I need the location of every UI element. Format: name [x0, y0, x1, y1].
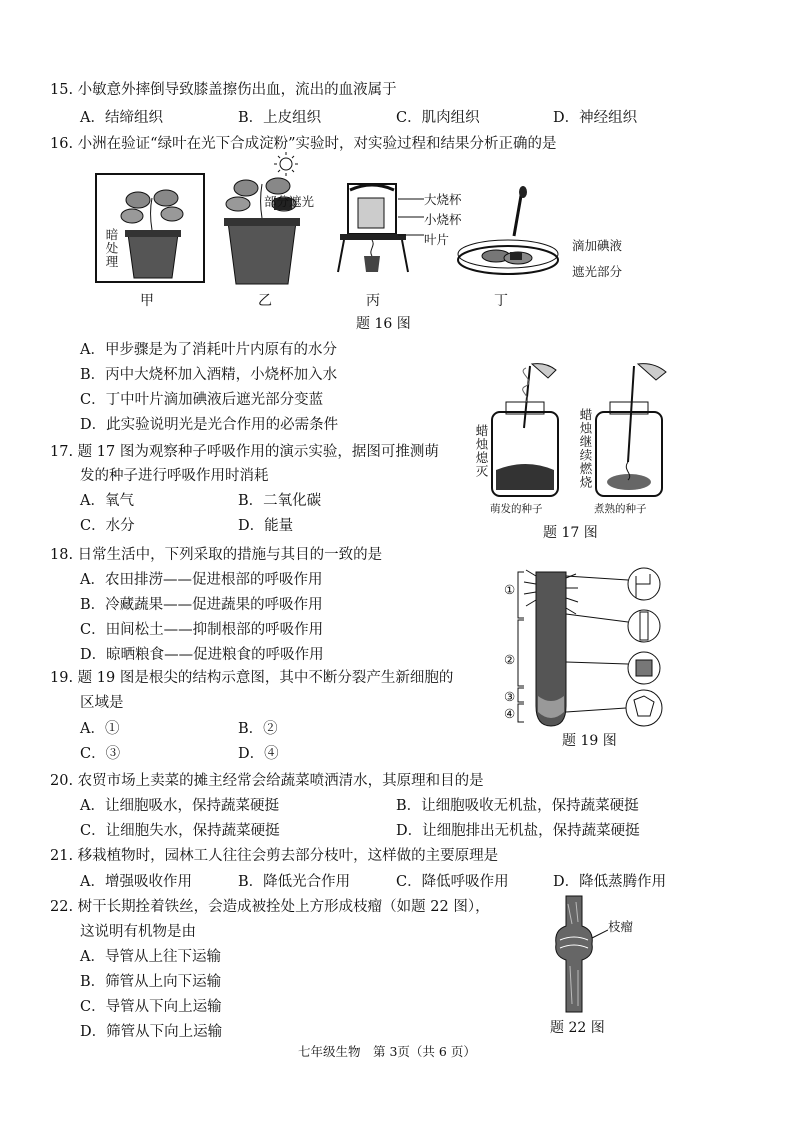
q19-option-c: C．③ — [80, 746, 121, 762]
q21-option-d: D．降低蒸腾作用 — [553, 874, 667, 890]
q22-option-b: B．筛管从上向下运输 — [80, 974, 222, 990]
q22-option-a: A．导管从上往下运输 — [80, 949, 221, 965]
root-zone-1-label: ① — [504, 582, 516, 597]
cooked-seeds-label: 煮熟的种子 — [594, 503, 647, 515]
dark-treatment-label: 暗处理 — [104, 228, 119, 269]
q15-option-d: D．神经组织 — [553, 110, 638, 126]
q22-stem-line2: 这说明有机物是由 — [80, 924, 196, 940]
q19-stem-line2: 区域是 — [80, 695, 124, 711]
q21-option-a: A．增强吸收作用 — [80, 874, 192, 890]
q21-option-c: C．降低呼吸作用 — [396, 874, 509, 890]
root-zone-4-label: ④ — [504, 706, 516, 721]
q18-stem: 18. 日常生活中，下列采取的措施与其目的一致的是 — [50, 547, 383, 563]
q19-option-d: D．④ — [238, 746, 279, 762]
panel-yi-label: 乙 — [258, 293, 272, 309]
q18-option-a: A．农田排涝——促进根部的呼吸作用 — [80, 572, 323, 588]
germinating-seeds-label: 萌发的种子 — [490, 503, 543, 515]
q17-option-a: A．氧气 — [80, 493, 134, 509]
q19-option-b: B．② — [238, 721, 278, 737]
q22-option-d: D．筛管从下向上运输 — [80, 1024, 223, 1040]
q20-option-d: D．让细胞排出无机盐，保持蔬菜硬挺 — [396, 823, 640, 839]
shaded-plant-drawing — [208, 150, 315, 292]
tree-trunk-drawing — [548, 894, 608, 1016]
q18-option-c: C．田间松土——抑制根部的呼吸作用 — [80, 622, 324, 638]
q17-option-d: D．能量 — [238, 518, 294, 534]
root-zone-3-label: ③ — [504, 689, 516, 704]
q19-figure-caption: 题 19 图 — [562, 733, 617, 749]
q16-stem: 16. 小洲在验证“绿叶在光下合成淀粉”实验时，对实验过程和结果分析正确的是 — [50, 136, 557, 152]
root-tip-drawing — [502, 566, 666, 730]
q20-option-a: A．让细胞吸水，保持蔬菜硬挺 — [80, 798, 279, 814]
big-beaker-label: 大烧杯 — [424, 192, 462, 207]
q16-option-c: C．丁中叶片滴加碘液后遮光部分变蓝 — [80, 392, 324, 408]
q22-option-c: C．导管从下向上运输 — [80, 999, 222, 1015]
q20-option-b: B．让细胞吸收无机盐，保持蔬菜硬挺 — [396, 798, 639, 814]
panel-bing-label: 丙 — [366, 293, 380, 309]
q17-option-b: B．二氧化碳 — [238, 493, 322, 509]
q20-stem: 20. 农贸市场上卖菜的摊主经常会给蔬菜喷洒清水，其原理和目的是 — [50, 773, 484, 789]
panel-ding-label: 丁 — [494, 293, 508, 309]
q16-option-d: D．此实验说明光是光合作用的必需条件 — [80, 417, 339, 433]
candle-burning-label: 蜡烛继续燃烧 — [578, 408, 593, 489]
beaker-pointer-lines — [398, 195, 424, 241]
q16-option-b: B．丙中大烧杯加入酒精，小烧杯加入水 — [80, 367, 338, 383]
small-beaker-label: 小烧杯 — [424, 212, 462, 227]
q16-option-a: A．甲步骤是为了消耗叶片内原有的水分 — [80, 342, 337, 358]
q16-figure-caption: 题 16 图 — [356, 316, 411, 332]
q17-option-c: C．水分 — [80, 518, 135, 534]
candle-out-label: 蜡烛熄灭 — [474, 424, 489, 478]
petri-dish-drawing — [456, 186, 568, 278]
q19-stem-line1: 19. 题 19 图是根尖的结构示意图，其中不断分裂产生新细胞的 — [50, 670, 454, 686]
q15-stem: 15. 小敏意外摔倒导致膝盖擦伤出血，流出的血液属于 — [50, 82, 397, 98]
q19-option-a: A．① — [80, 721, 120, 737]
q17-stem-line2: 发的种子进行呼吸作用时消耗 — [80, 468, 269, 484]
q17-stem-line1: 17. 题 17 图为观察种子呼吸作用的演示实验，据图可推测萌 — [50, 444, 439, 460]
page-footer: 七年级生物 第 3页（共 6 页） — [298, 1044, 476, 1059]
leaf-label: 叶片 — [424, 232, 450, 247]
q18-option-d: D．晾晒粮食——促进粮食的呼吸作用 — [80, 647, 324, 663]
q22-figure-caption: 题 22 图 — [550, 1020, 605, 1036]
branch-tumor-label: 枝瘤 — [608, 919, 634, 934]
iodine-label: 滴加碘液 — [572, 238, 623, 253]
q15-option-b: B．上皮组织 — [238, 110, 322, 126]
q17-figure-caption: 题 17 图 — [543, 525, 598, 541]
q15-option-a: A．结缔组织 — [80, 110, 163, 126]
root-zone-2-label: ② — [504, 652, 516, 667]
q21-option-b: B．降低光合作用 — [238, 874, 351, 890]
q15-option-c: C．肌肉组织 — [396, 110, 480, 126]
partial-shade-label: 部分遮光 — [264, 194, 315, 209]
shaded-part-label: 遮光部分 — [572, 264, 623, 279]
q22-stem-line1: 22. 树干长期拴着铁丝，会造成被拴处上方形成枝瘤（如题 22 图）， — [50, 899, 490, 915]
q18-option-b: B．冷藏蔬果——促进蔬果的呼吸作用 — [80, 597, 323, 613]
panel-jia-label: 甲 — [140, 293, 154, 309]
q20-option-c: C．让细胞失水，保持蔬菜硬挺 — [80, 823, 280, 839]
q21-stem: 21. 移栽植物时，园林工人往往会剪去部分枝叶，这样做的主要原理是 — [50, 848, 499, 864]
